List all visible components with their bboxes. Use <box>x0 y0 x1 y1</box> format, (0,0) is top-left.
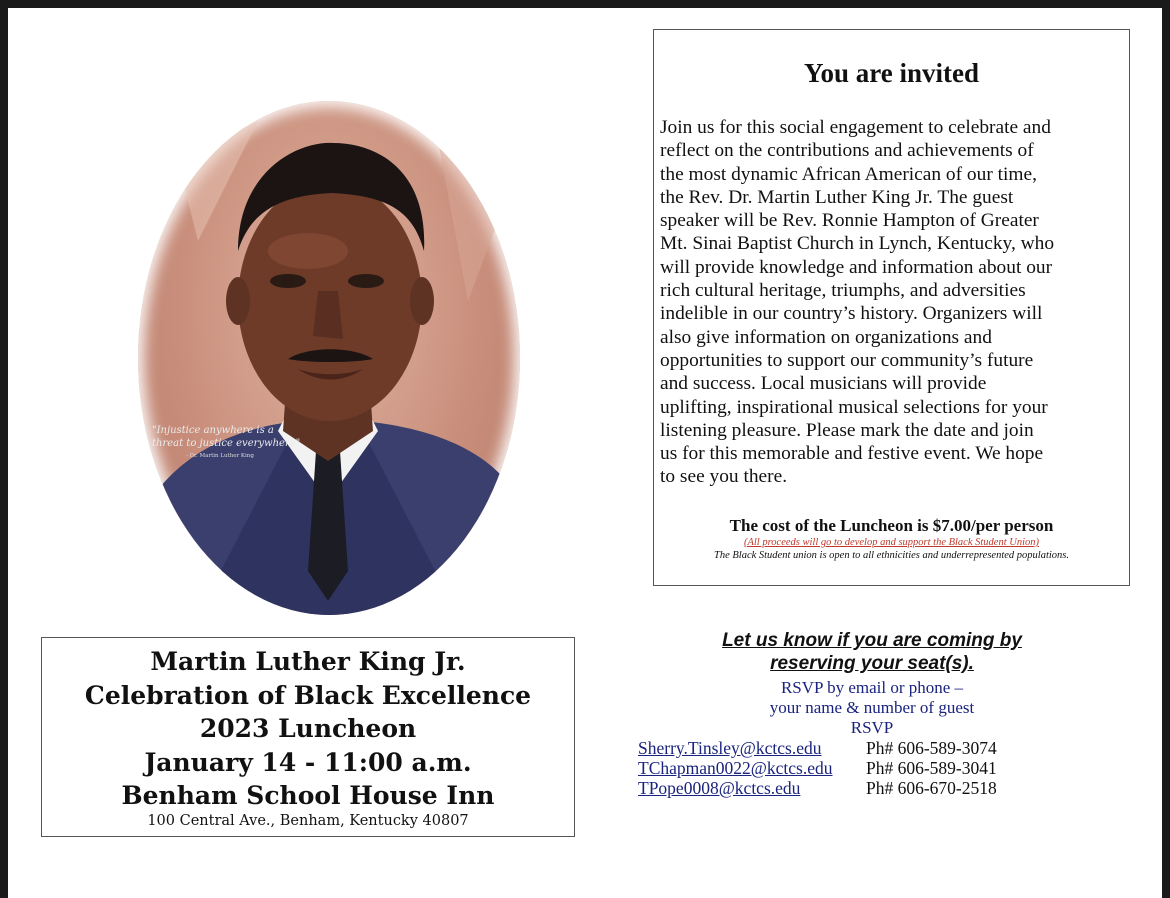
event-date-time: January 14 - 11:00 a.m. <box>144 747 472 777</box>
invite-body-line: will provide knowledge and information about our <box>660 256 1053 278</box>
invite-body-line: Mt. Sinai Baptist Church in Lynch, Kentucky, who <box>660 233 1055 255</box>
portrait-quote <box>152 424 322 463</box>
invite-body-line: reflect on the contributions and achievements of <box>660 140 1034 162</box>
rsvp-instruction-3: RSVP <box>850 718 894 737</box>
invite-title: You are invited <box>803 58 979 88</box>
invite-body-line: uplifting, inspirational musical selections for your <box>660 396 1048 418</box>
contact-phone: Ph# 606-589-3041 <box>866 758 997 778</box>
invite-body-line: the most dynamic African American of our time, <box>660 163 1037 185</box>
invite-body-line: also give information on organizations and <box>660 326 992 348</box>
invite-body-line: listening pleasure. Please mark the date and join <box>660 419 1034 441</box>
rsvp-instruction-1: RSVP by email or phone – <box>780 678 964 697</box>
event-details-box <box>41 637 575 837</box>
event-title: Martin Luther King Jr. <box>150 647 466 676</box>
contact-phone: Ph# 606-589-3074 <box>866 738 997 758</box>
rsvp-heading-line-2: reserving your seat(s). <box>770 653 974 674</box>
bsu-open-note: The Black Student union is open to all ethnicities and underrepresented populations. <box>713 550 1069 561</box>
event-name: 2023 Luncheon <box>199 714 417 743</box>
invitation-box <box>653 29 1130 586</box>
quote-author: - Dr. Martin Luther King <box>186 453 254 459</box>
invite-body-line: to see you there. <box>660 466 788 488</box>
invite-body-line: opportunities to support our community’s future <box>660 349 1034 371</box>
quote-line-2: threat to justice everywhere" <box>152 438 301 449</box>
invite-body-line: rich cultural heritage, triumphs, and adversities <box>660 280 1026 302</box>
mlk-portrait <box>138 101 520 615</box>
rsvp-heading-line-1: Let us know if you are coming by <box>722 630 1022 651</box>
invite-body-line: the Rev. Dr. Martin Luther King Jr. The guest <box>660 186 1014 208</box>
rsvp-instruction-2: your name & number of guest <box>769 698 975 717</box>
proceeds-note: (All proceeds will go to develop and support the Black Student Union) <box>743 537 1039 548</box>
contact-phone: Ph# 606-670-2518 <box>866 778 997 798</box>
contact-email-link[interactable]: TPope0008@kctcs.edu <box>638 778 801 798</box>
invite-body <box>660 116 1126 489</box>
invite-body-line: speaker will be Rev. Ronnie Hampton of Greater <box>660 210 1039 232</box>
event-venue: Benham School House Inn <box>121 781 495 810</box>
luncheon-cost: The cost of the Luncheon is $7.00/per person <box>729 516 1054 535</box>
invite-body-line: indelible in our country’s history. Organizers will <box>660 303 1043 325</box>
invite-body-line: and success. Local musicians will provide <box>660 373 987 395</box>
quote-line-1: "Injustice anywhere is a <box>152 425 274 436</box>
contact-row <box>638 778 1158 798</box>
event-address: 100 Central Ave., Benham, Kentucky 40807 <box>147 813 469 829</box>
flyer-page <box>8 8 1162 898</box>
event-subtitle: Celebration of Black Excellence <box>84 680 532 710</box>
invite-body-line: us for this memorable and festive event. We hope <box>660 443 1044 465</box>
contact-email-link[interactable]: TChapman0022@kctcs.edu <box>638 758 833 778</box>
contact-row <box>638 758 1158 778</box>
portrait-illustration <box>138 101 520 615</box>
contact-email-link[interactable]: Sherry.Tinsley@kctcs.edu <box>638 738 822 758</box>
invite-body-line: Join us for this social engagement to celebrate and <box>660 117 1051 138</box>
contact-row <box>638 738 1158 758</box>
